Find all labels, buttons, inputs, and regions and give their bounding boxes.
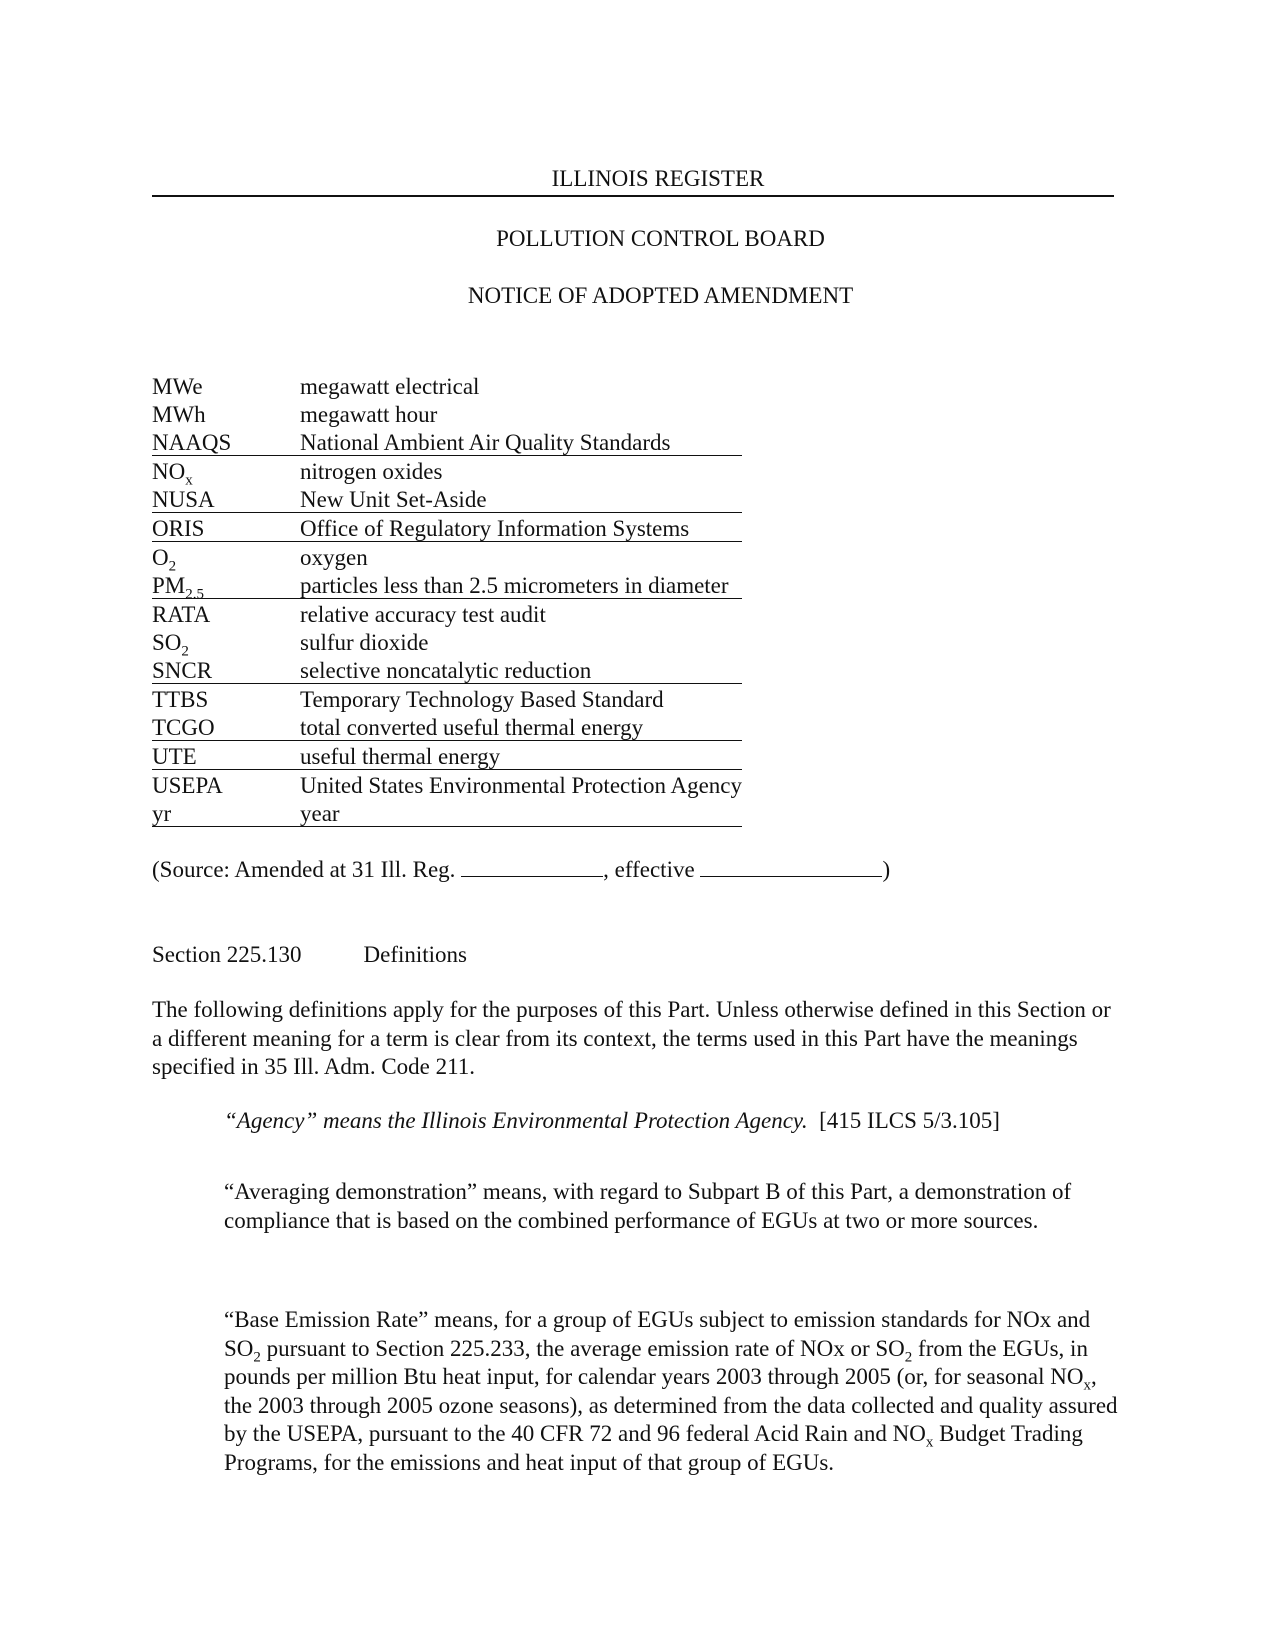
abbreviation-row (152, 456, 742, 485)
abbreviation-row (152, 370, 742, 399)
abbreviation-definition: megawatt electrical (300, 373, 480, 399)
abbreviation-term-text: PM (152, 572, 186, 598)
abbreviation-term-text: MWe (152, 373, 203, 399)
intro-paragraph: The following definitions apply for the purposes of this Part. Unless otherwise defined in this Section or a different meaning for a term is clear from its context, the terms used in this Part have the meanings specified in 35 Ill. Adm. Code 211. (152, 997, 1111, 1079)
abbreviation-row (152, 684, 742, 713)
abbreviation-definition: United States Environmental Protection Agency (300, 772, 743, 798)
abbreviation-row (152, 541, 742, 570)
source-middle: , effective (603, 857, 695, 882)
abbreviation-term (152, 598, 300, 627)
abbreviation-definition: Office of Regulatory Information Systems (300, 513, 742, 542)
abbreviation-definition: year (300, 798, 742, 827)
abbreviation-term-subscript: 2 (168, 558, 177, 575)
abbreviation-definition: oxygen (300, 544, 368, 570)
register-title: ILLINOIS REGISTER (152, 165, 1114, 197)
base-sub-2: 2 (904, 1349, 913, 1366)
abbreviation-row (152, 712, 742, 741)
abbreviation-definition: particles less than 2.5 micrometers in diameter (300, 570, 742, 599)
definition-base-emission-rate (224, 1306, 1124, 1477)
abbreviation-term-text: TTBS (152, 687, 209, 712)
abbreviation-row (152, 427, 742, 456)
abbreviation-term (152, 370, 300, 399)
notice-title: NOTICE OF ADOPTED AMENDMENT (467, 283, 854, 308)
abbreviation-term-text: SO (152, 630, 182, 655)
abbreviation-term-text: O (152, 544, 169, 570)
abbreviation-term-text: MWh (152, 402, 206, 427)
abbreviation-definition: megawatt hour (300, 402, 438, 427)
base-text-1: “Base Emission Rate” means, for a group of EGUs subject to emission standards for NOx and SO (224, 1307, 1091, 1361)
definition-averaging-demonstration: “Averaging demonstration” means, with regard to Subpart B of this Part, a demonstration of compliance that is based on the combined performance of EGUs at two or more sources. (224, 1179, 1072, 1233)
abbreviation-term-text: ORIS (152, 515, 205, 541)
abbreviation-definition: sulfur dioxide (300, 630, 429, 655)
section-heading (152, 942, 467, 968)
register-header (152, 165, 1114, 197)
abbreviation-term-text: SNCR (152, 658, 213, 683)
source-prefix: (Source: Amended at 31 Ill. Reg. (152, 857, 456, 882)
register-page-blank (461, 856, 603, 877)
abbreviation-term (152, 570, 300, 603)
abbreviation-term-subscript: x (185, 472, 193, 489)
abbreviation-term (152, 655, 300, 684)
abbreviation-term-text: NO (152, 459, 186, 484)
abbreviation-term-text: NAAQS (152, 430, 232, 455)
source-suffix: ) (882, 857, 891, 882)
abbreviation-term (152, 769, 300, 798)
base-sub-4: x (925, 1434, 934, 1451)
abbreviation-definition: National Ambient Air Quality Standards (300, 427, 742, 456)
abbreviation-term (152, 399, 300, 428)
abbreviation-term-text: RATA (152, 601, 211, 627)
abbreviation-term-text: UTE (152, 743, 197, 769)
abbreviation-term-subscript: 2 (181, 643, 189, 660)
abbreviation-table (152, 370, 742, 827)
abbreviation-term-subscript: 2.5 (185, 586, 204, 603)
abbreviation-definition: relative accuracy test audit (300, 601, 546, 627)
abbreviation-row (152, 627, 742, 656)
abbreviation-row (152, 513, 742, 542)
agency-citation: [415 ILCS 5/3.105] (819, 1108, 1000, 1133)
abbreviation-term (152, 513, 300, 542)
abbreviation-row (152, 798, 742, 827)
abbreviation-definition: useful thermal energy (300, 741, 742, 770)
board-title: POLLUTION CONTROL BOARD (496, 226, 825, 251)
abbreviation-row (152, 484, 742, 513)
abbreviation-definition: Temporary Technology Based Standard (300, 687, 664, 712)
base-sub-1: 2 (253, 1349, 261, 1366)
agency-definition-text: “Agency” means the Illinois Environmental Protection Agency. (224, 1108, 808, 1133)
abbreviation-row (152, 769, 742, 798)
abbreviation-definition: total converted useful thermal energy (300, 712, 742, 741)
abbreviation-row (152, 655, 742, 684)
effective-date-blank (700, 856, 882, 877)
abbreviation-term (152, 541, 300, 575)
section-name: Definitions (363, 942, 467, 967)
abbreviation-term (152, 684, 300, 713)
abbreviation-term (152, 484, 300, 513)
abbreviation-term (152, 627, 300, 660)
abbreviation-row (152, 598, 742, 627)
abbreviation-definition: selective noncatalytic reduction (300, 655, 742, 684)
abbreviation-term (152, 427, 300, 456)
abbreviation-term (152, 456, 300, 489)
base-text-2: pursuant to Section 225.233, the average emission rate of NOx or SO (260, 1335, 905, 1361)
abbreviation-term (152, 741, 300, 770)
abbreviation-term-text: TCGO (152, 715, 215, 740)
abbreviation-definition: nitrogen oxides (300, 459, 443, 484)
abbreviation-term-text: USEPA (152, 772, 223, 798)
base-text-3: from the EGUs, in pounds per million Btu heat input, for calendar years 2003 through 2005 (or, for seasonal NO (224, 1335, 1088, 1389)
abbreviation-term (152, 712, 300, 741)
source-note (152, 856, 890, 883)
abbreviation-row (152, 399, 742, 428)
definition-agency (224, 1107, 1124, 1136)
base-text-4: , the 2003 through 2005 ozone seasons), as determined from the data collected and quality assured by the USEPA, pursuant to the 40 CFR 72 and 96 federal Acid Rain and NO (224, 1364, 1118, 1446)
abbreviation-term-text: yr (152, 800, 172, 826)
base-sub-3: x (1083, 1377, 1091, 1394)
base-text-5: Budget Trading Programs, for the emissions and heat input of that group of EGUs. (224, 1421, 1083, 1475)
abbreviation-term (152, 798, 300, 827)
abbreviation-row (152, 741, 742, 770)
section-number: Section 225.130 (152, 942, 302, 967)
abbreviation-term-text: NUSA (152, 487, 215, 512)
abbreviation-row (152, 570, 742, 599)
abbreviation-definition: New Unit Set-Aside (300, 484, 742, 513)
